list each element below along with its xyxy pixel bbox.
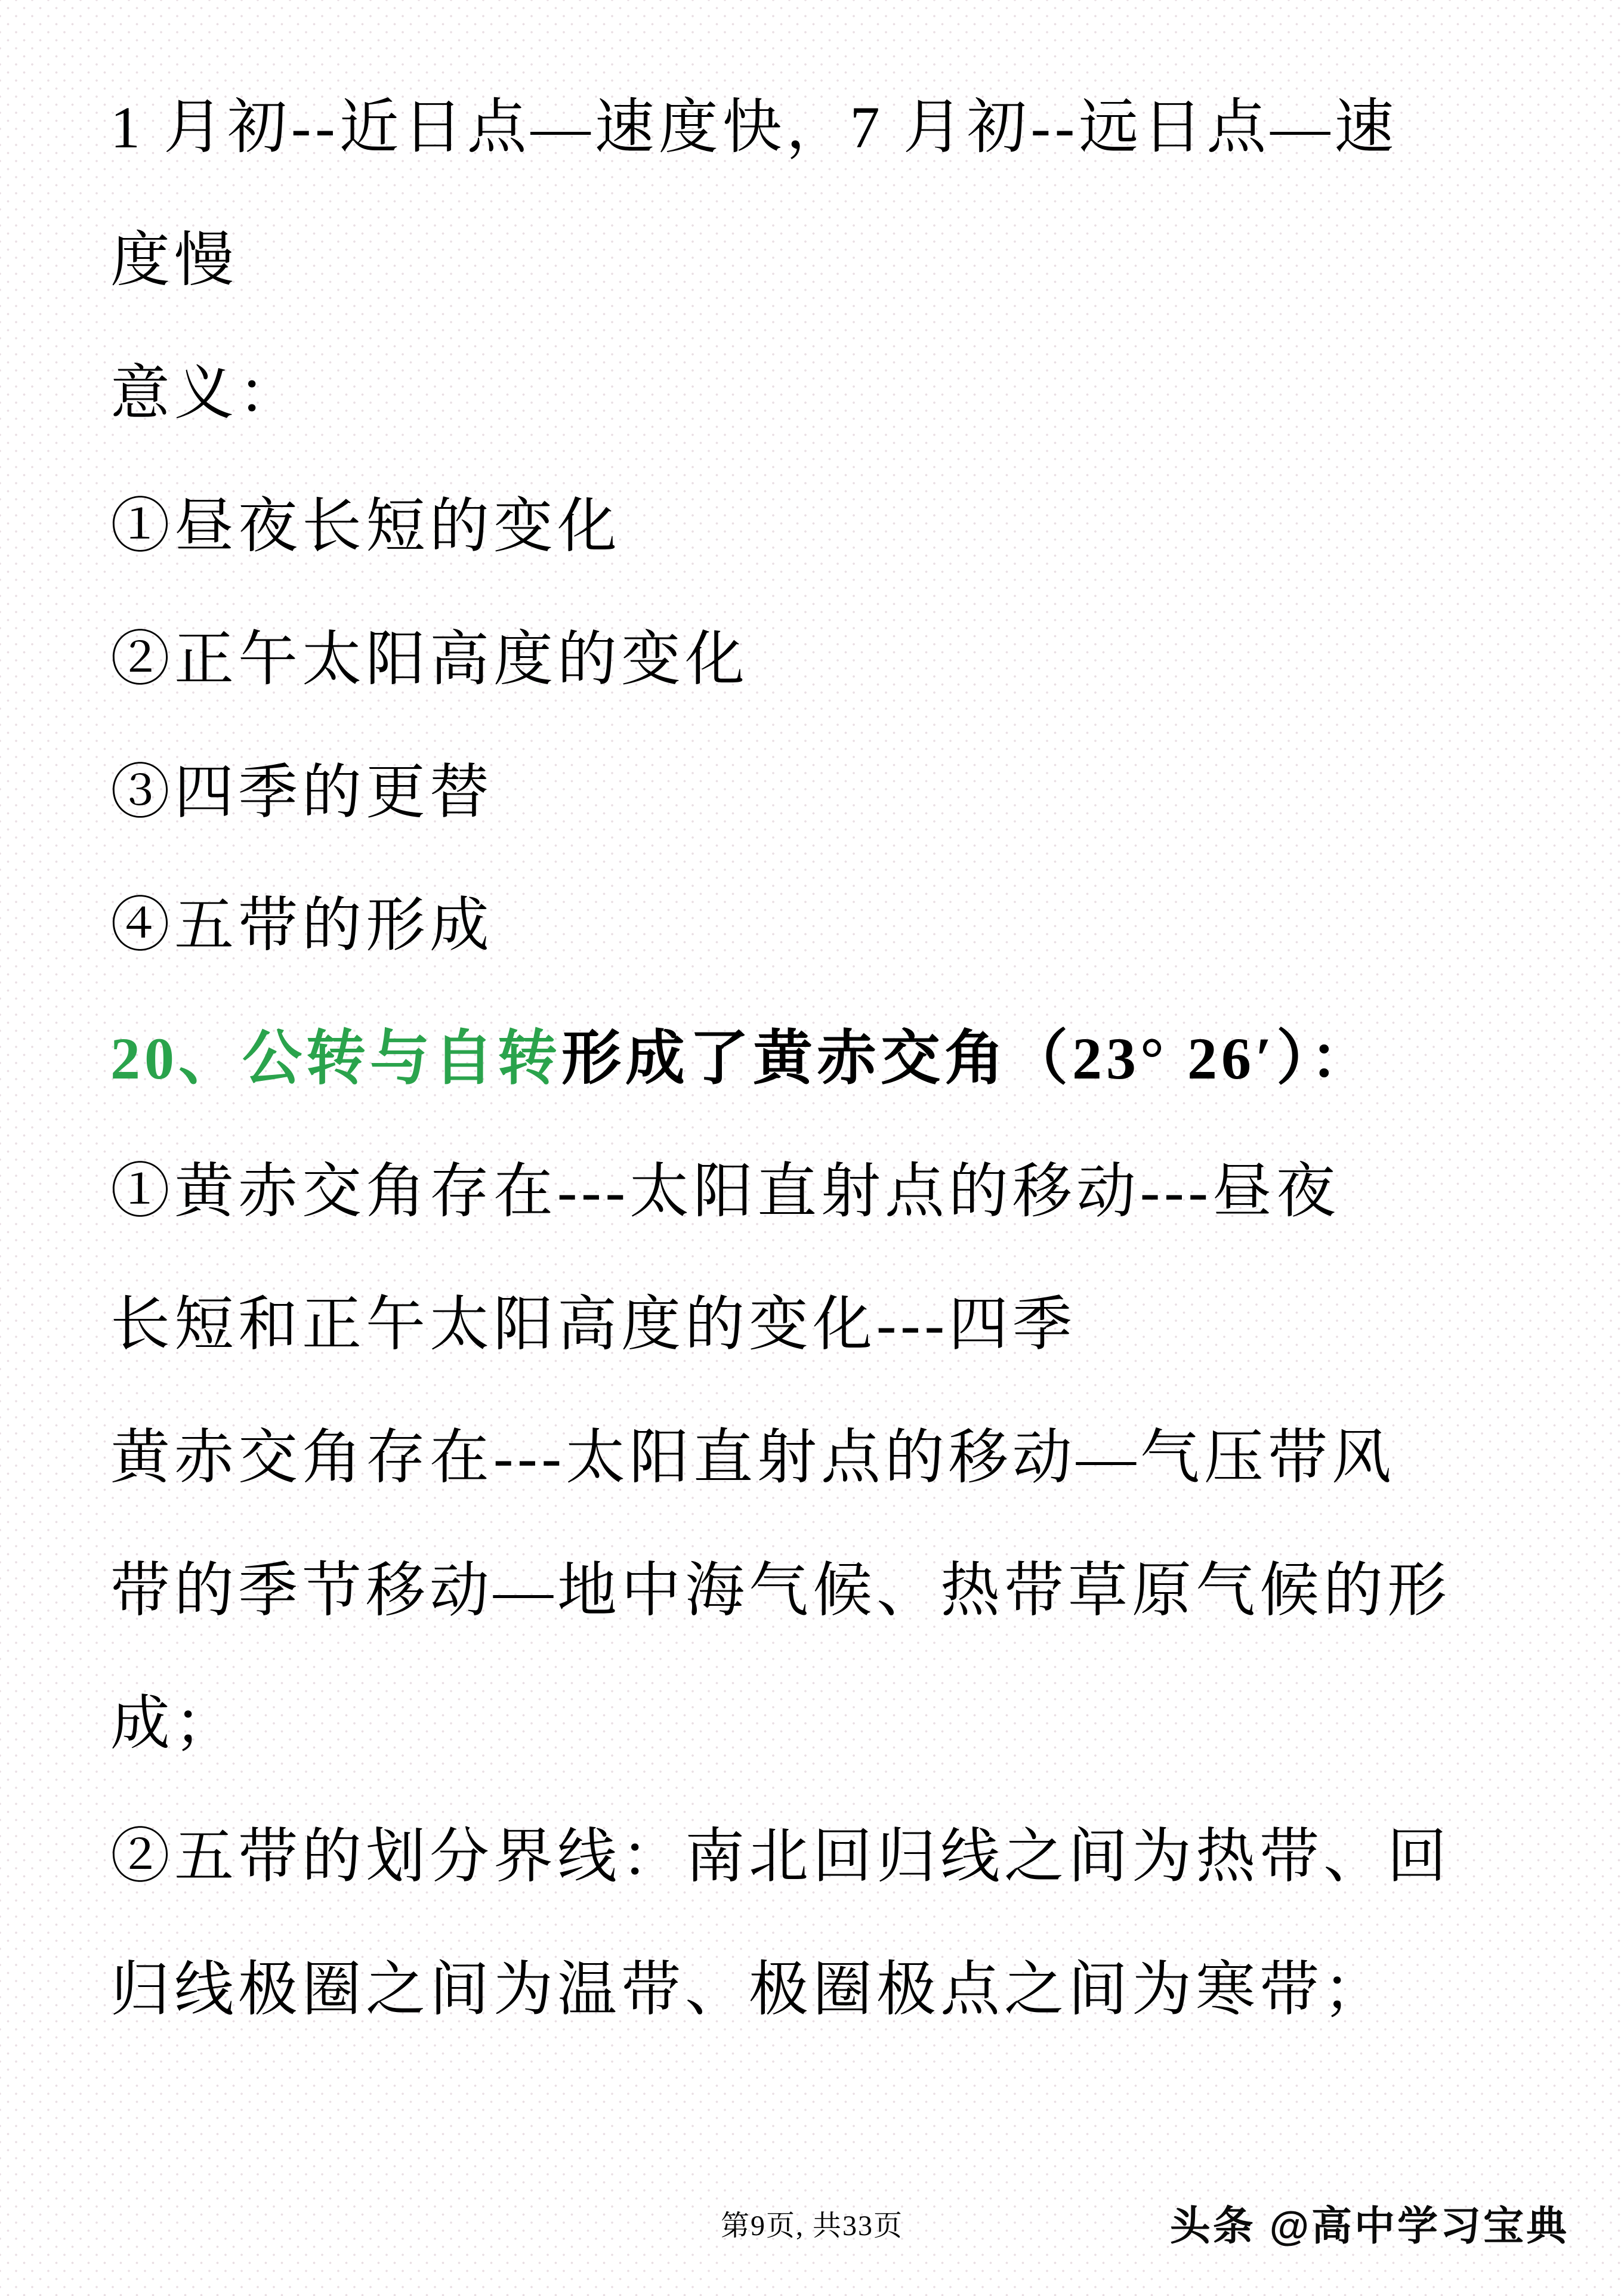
section-heading-number-keyword: 20、公转与自转 xyxy=(110,1025,561,1092)
text-line: 带的季节移动—地中海气候、热带草原气候的形 xyxy=(110,1557,1451,1624)
text-line: ①黄赤交角存在---太阳直射点的移动---昼夜 xyxy=(110,1158,1340,1225)
text-line: 度慢 xyxy=(110,227,238,293)
section-heading-rest: 形成了黄赤交角（23° 26′）： xyxy=(561,1025,1375,1092)
text-line: ②五带的划分界线：南北回归线之间为热带、回 xyxy=(110,1823,1451,1890)
text-line: ④五带的形成 xyxy=(110,892,493,959)
text-line: 成； xyxy=(110,1690,238,1757)
watermark: 头条 @高中学习宝典 xyxy=(1169,2204,1569,2249)
text-line: 黄赤交角存在---太阳直射点的移动—气压带风 xyxy=(110,1424,1395,1491)
text-line: ①昼夜长短的变化 xyxy=(110,493,621,560)
text-line: 归线极圈之间为温带、极圈极点之间为寒带； xyxy=(110,1956,1387,2023)
section-heading xyxy=(110,986,1552,1119)
text-line: 长短和正午太阳高度的变化---四季 xyxy=(110,1291,1076,1358)
text-line: ③四季的更替 xyxy=(110,759,493,826)
text-line: 意义： xyxy=(110,360,302,427)
text-line: ②正午太阳高度的变化 xyxy=(110,626,749,693)
document-body xyxy=(110,55,1552,2050)
text-line: 1 月初--近日点—速度快，7 月初--远日点—速 xyxy=(110,94,1398,160)
page-number-indicator: 第9页, 共33页 xyxy=(720,2210,903,2242)
